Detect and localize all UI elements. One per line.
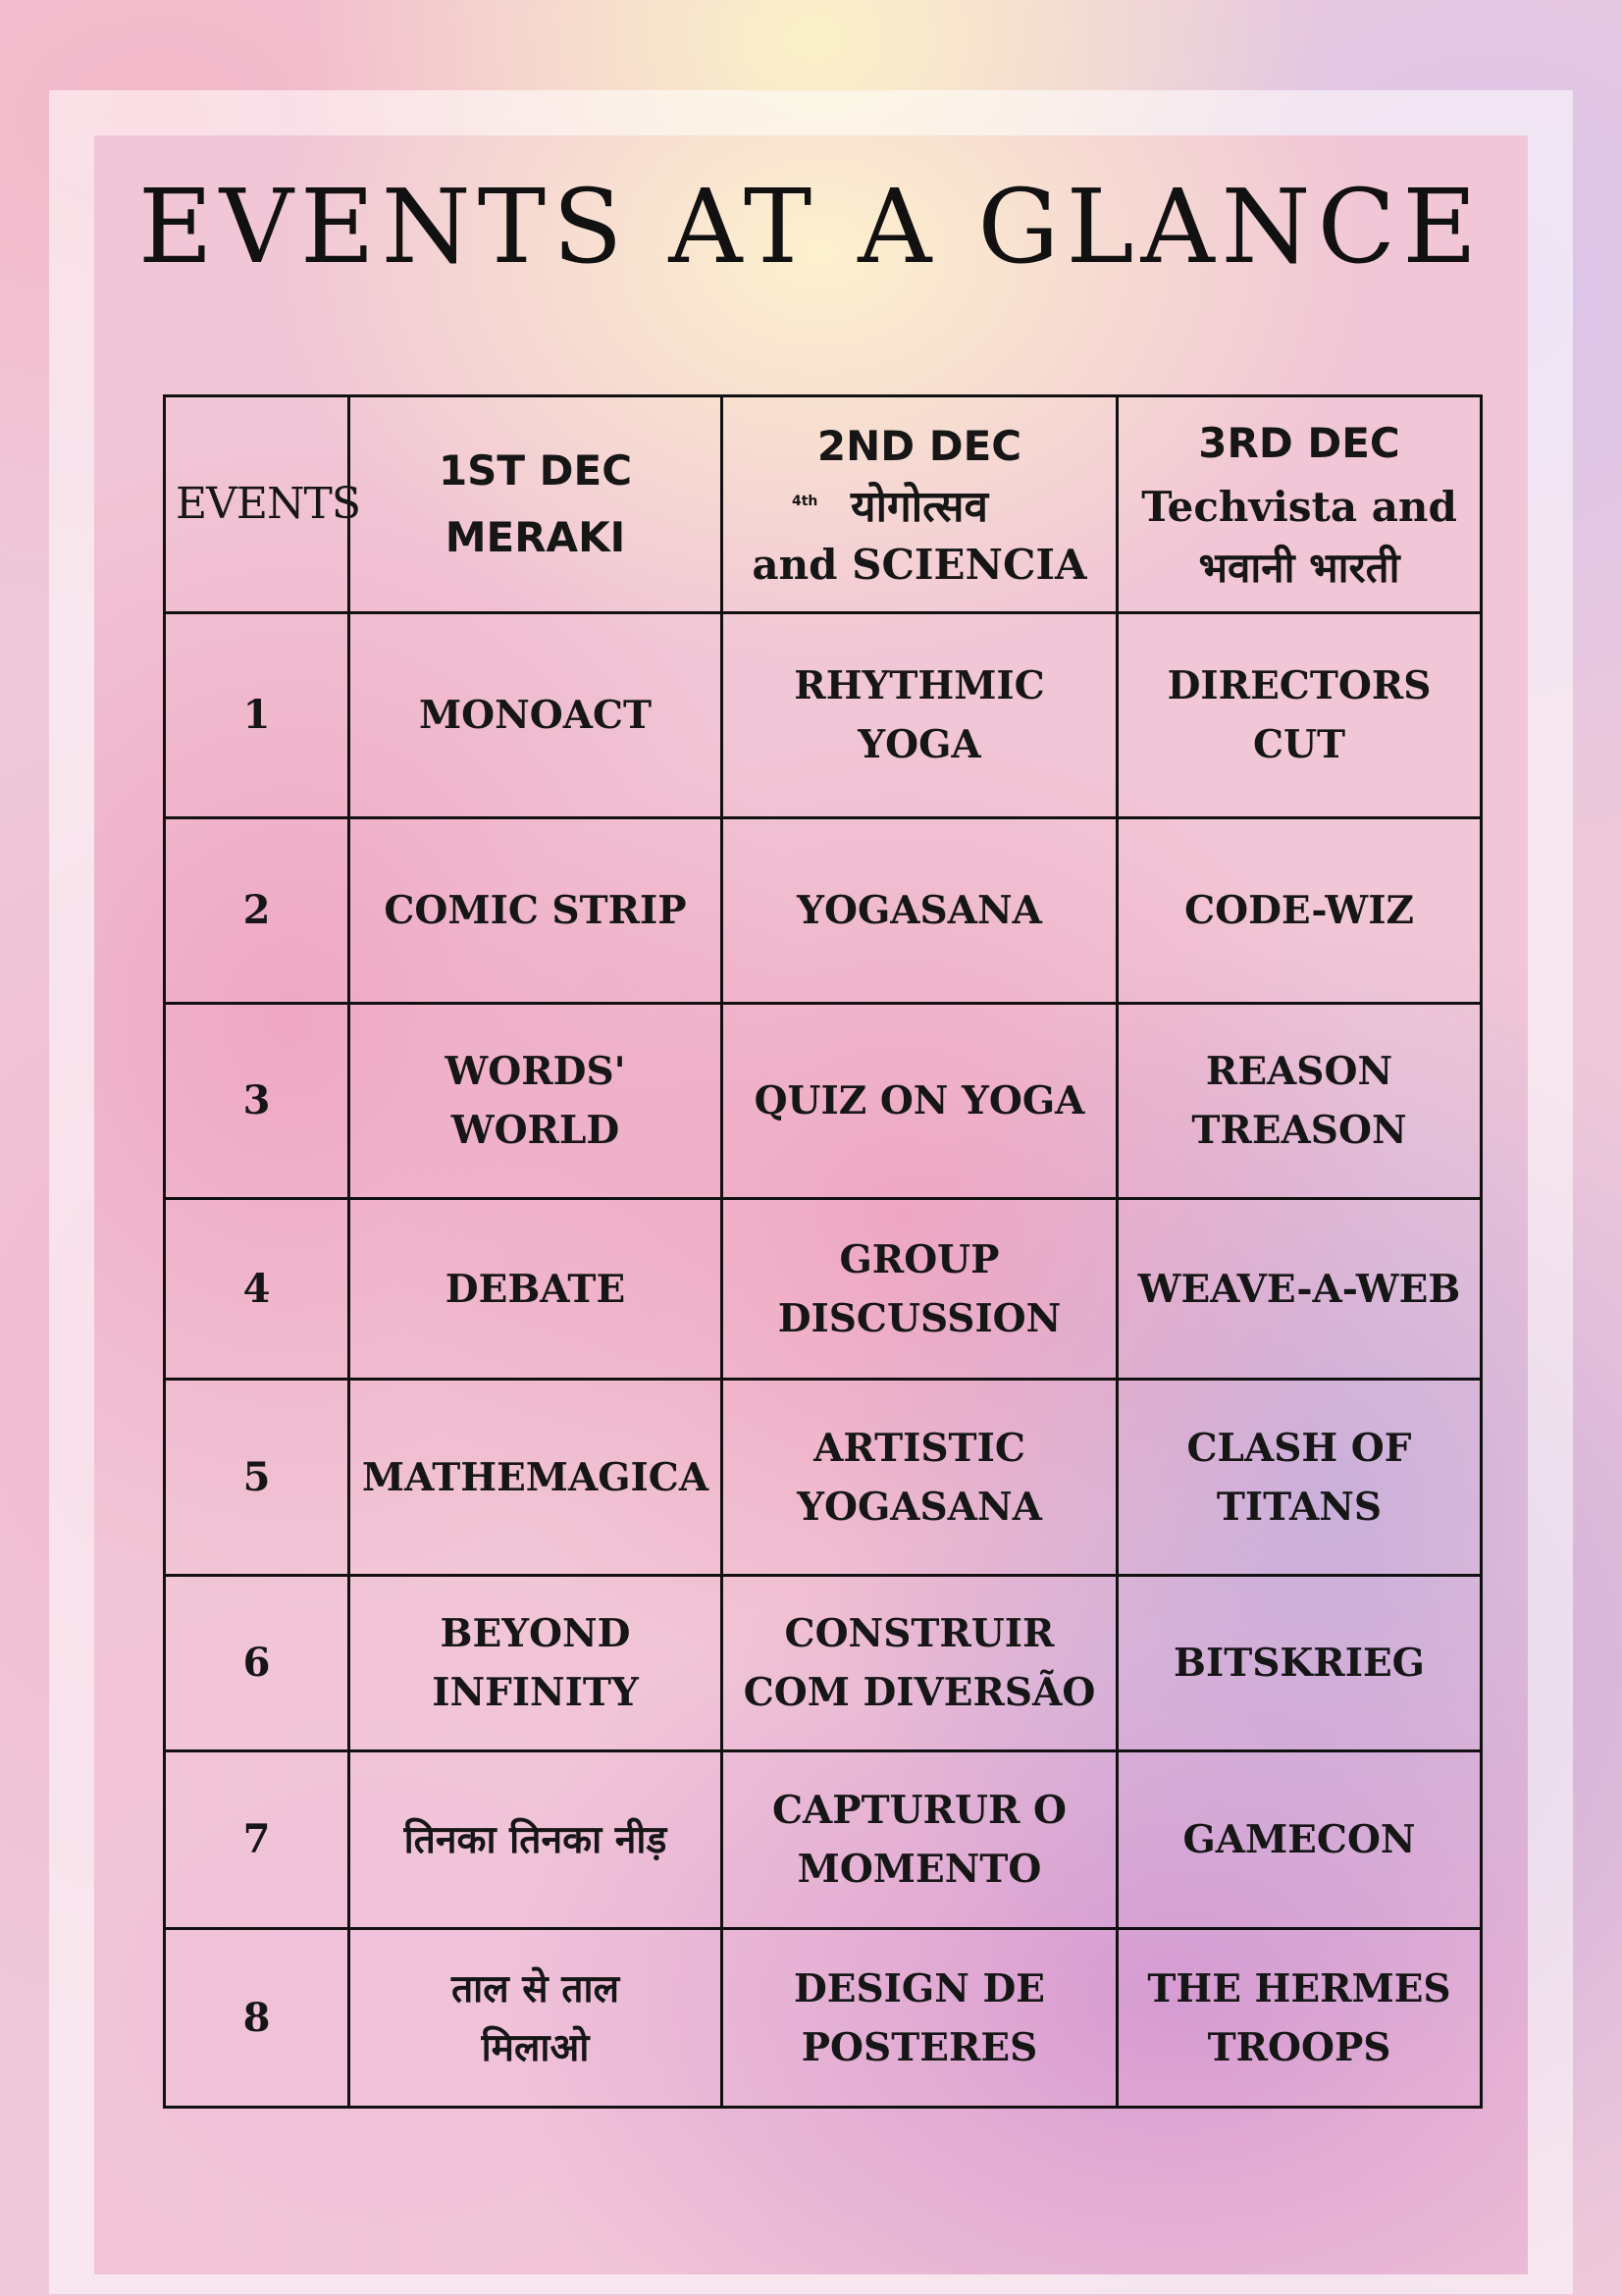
event-cell-day3 bbox=[1118, 818, 1482, 1004]
event-cell-day3 bbox=[1118, 1004, 1482, 1199]
event-name-line: CODE-WIZ bbox=[1184, 888, 1414, 933]
table-row bbox=[165, 1576, 1482, 1751]
table-row bbox=[165, 1199, 1482, 1380]
table-row bbox=[165, 1380, 1482, 1576]
event-name-line: TROOPS bbox=[1207, 2024, 1391, 2070]
event-name-line: INFINITY bbox=[432, 1670, 639, 1715]
event-name-line: COM DIVERSÃO bbox=[743, 1670, 1096, 1715]
logo-badge: 4th bbox=[792, 494, 818, 509]
header-day1 bbox=[349, 396, 722, 613]
event-name-line: GROUP bbox=[839, 1236, 1000, 1282]
header-day2 bbox=[722, 396, 1118, 613]
event-name-line: YOGA bbox=[858, 722, 981, 767]
event-name-line: ताल से ताल bbox=[450, 1965, 620, 2011]
event-number: 2 bbox=[165, 818, 349, 1004]
event-name-line: MOMENTO bbox=[797, 1847, 1042, 1892]
day3-name-hindi: भवानी भारती bbox=[1198, 544, 1400, 592]
event-name-line: YOGASANA bbox=[797, 888, 1042, 933]
event-name-line: TREASON bbox=[1191, 1108, 1407, 1153]
event-name-line: MATHEMAGICA bbox=[361, 1454, 709, 1500]
event-cell-day3 bbox=[1118, 1199, 1482, 1380]
day1-date: 1ST DEC bbox=[438, 446, 633, 495]
event-cell-day1 bbox=[349, 1004, 722, 1199]
event-number: 3 bbox=[165, 1004, 349, 1199]
event-cell-day2 bbox=[722, 818, 1118, 1004]
event-name-line: BITSKRIEG bbox=[1174, 1641, 1425, 1686]
header-events: EVENTS bbox=[165, 396, 349, 613]
event-cell-day1 bbox=[349, 1929, 722, 2108]
event-cell-day1 bbox=[349, 613, 722, 818]
day2-date: 2ND DEC bbox=[816, 422, 1022, 470]
event-cell-day3 bbox=[1118, 1751, 1482, 1929]
event-name-line: BEYOND bbox=[440, 1611, 631, 1656]
event-name-line: तिनका तिनका नीड़ bbox=[403, 1817, 667, 1862]
event-name-line: मिलाओ bbox=[481, 2024, 590, 2070]
event-cell-day2 bbox=[722, 1751, 1118, 1929]
event-name-line: THE HERMES bbox=[1147, 1965, 1451, 2011]
event-cell-day2 bbox=[722, 1929, 1118, 2108]
event-name-line: WORLD bbox=[450, 1108, 620, 1153]
event-name-line: COMIC STRIP bbox=[384, 888, 687, 933]
event-number: 8 bbox=[165, 1929, 349, 2108]
day3-date: 3RD DEC bbox=[1198, 419, 1400, 467]
event-name-line: DESIGN DE bbox=[793, 1965, 1046, 2011]
event-name-line: CLASH OF bbox=[1186, 1425, 1412, 1471]
events-table bbox=[163, 394, 1483, 2109]
day2-name: and SCIENCIA bbox=[752, 541, 1087, 589]
event-cell-day1 bbox=[349, 1380, 722, 1576]
event-cell-day3 bbox=[1118, 613, 1482, 818]
event-name-line: RHYTHMIC bbox=[794, 663, 1045, 708]
event-number: 4 bbox=[165, 1199, 349, 1380]
event-cell-day3 bbox=[1118, 1380, 1482, 1576]
event-number: 5 bbox=[165, 1380, 349, 1576]
event-name-line: WEAVE-A-WEB bbox=[1137, 1266, 1461, 1312]
event-cell-day2 bbox=[722, 1576, 1118, 1751]
event-name-line: ARTISTIC bbox=[813, 1425, 1025, 1471]
event-name-line: DISCUSSION bbox=[777, 1295, 1062, 1341]
event-name-line: YOGASANA bbox=[797, 1484, 1042, 1530]
event-name-line: CAPTURUR O bbox=[771, 1788, 1068, 1833]
table-header-row bbox=[165, 396, 1482, 613]
table-row bbox=[165, 1004, 1482, 1199]
logo-text: योगोत्सव bbox=[851, 482, 988, 532]
event-cell-day2 bbox=[722, 613, 1118, 818]
page-title: EVENTS AT A GLANCE bbox=[137, 167, 1485, 287]
event-name-line: TITANS bbox=[1216, 1484, 1383, 1530]
event-name-line: POSTERES bbox=[801, 2024, 1038, 2070]
event-name-line: GAMECON bbox=[1182, 1817, 1416, 1862]
event-cell-day2 bbox=[722, 1199, 1118, 1380]
event-number: 1 bbox=[165, 613, 349, 818]
event-cell-day3 bbox=[1118, 1576, 1482, 1751]
event-name-line: DEBATE bbox=[445, 1266, 626, 1312]
event-cell-day1 bbox=[349, 1199, 722, 1380]
table-row bbox=[165, 613, 1482, 818]
event-cell-day2 bbox=[722, 1004, 1118, 1199]
event-name-line: REASON bbox=[1205, 1049, 1393, 1094]
event-name-line: MONOACT bbox=[418, 693, 653, 738]
event-cell-day2 bbox=[722, 1380, 1118, 1576]
event-cell-day1 bbox=[349, 1576, 722, 1751]
event-number: 7 bbox=[165, 1751, 349, 1929]
event-name-line: QUIZ ON YOGA bbox=[754, 1078, 1085, 1123]
header-day3 bbox=[1118, 396, 1482, 613]
table-row bbox=[165, 1929, 1482, 2108]
event-name-line: CUT bbox=[1252, 722, 1346, 767]
event-name-line: DIRECTORS bbox=[1167, 663, 1432, 708]
event-cell-day1 bbox=[349, 818, 722, 1004]
table-row bbox=[165, 818, 1482, 1004]
event-cell-day1 bbox=[349, 1751, 722, 1929]
day3-name: Techvista and bbox=[1141, 483, 1457, 531]
event-cell-day3 bbox=[1118, 1929, 1482, 2108]
table-body bbox=[165, 613, 1482, 2108]
event-name-line: CONSTRUIR bbox=[784, 1611, 1055, 1656]
event-name-line: WORDS' bbox=[445, 1049, 626, 1094]
table-row bbox=[165, 1751, 1482, 1929]
event-number: 6 bbox=[165, 1576, 349, 1751]
day1-name: MERAKI bbox=[445, 513, 626, 561]
yogotsav-logo bbox=[733, 480, 1106, 535]
